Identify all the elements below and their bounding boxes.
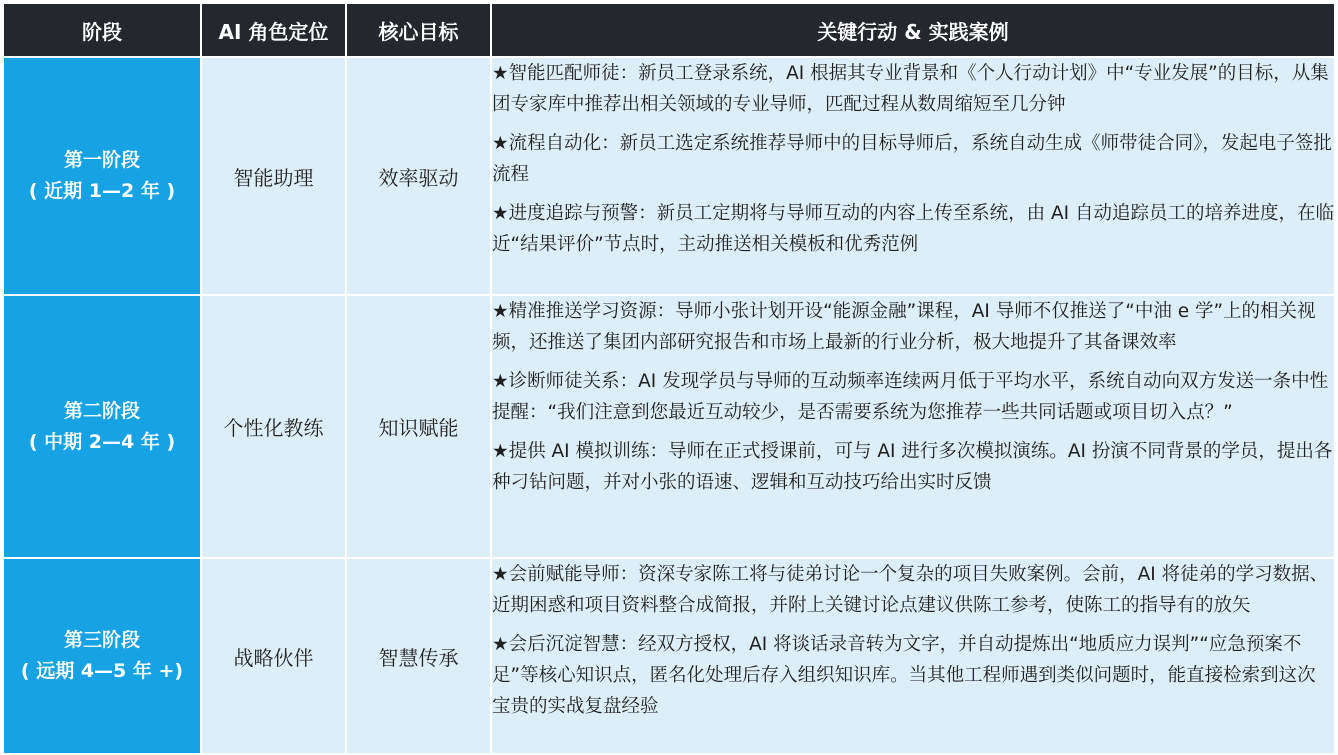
- actions-cell: [491, 57, 1335, 295]
- stage-period: ( 近期 1—2 年 ): [28, 180, 176, 202]
- actions-cell: [491, 295, 1335, 558]
- ai-role-cell: 个性化教练: [201, 295, 346, 558]
- header-row: [3, 3, 1335, 57]
- stage-cell: [3, 558, 201, 754]
- core-goal-cell: 效率驱动: [346, 57, 491, 295]
- table-row: [3, 57, 1335, 295]
- header-ai-role: AI 角色定位: [201, 3, 346, 57]
- table-row: [3, 295, 1335, 558]
- action-item: ★精准推送学习资源：导师小张计划开设“能源金融”课程，AI 导师不仅推送了“中油 e 学”上的相关视频，还推送了集团内部研究报告和市场上最新的行业分析，极大地提升了其备课效率: [492, 301, 1316, 353]
- action-item: ★智能匹配师徒：新员工登录系统，AI 根据其专业背景和《个人行动计划》中“专业发展”的目标，从集团专家库中推荐出相关领域的专业导师，匹配过程从数周缩短至几分钟: [492, 63, 1329, 115]
- action-item: ★流程自动化：新员工选定系统推荐导师中的目标导师后，系统自动生成《师带徒合同》，发起电子签批流程: [492, 133, 1332, 185]
- core-goal-cell: 智慧传承: [346, 558, 491, 754]
- table-row: [3, 558, 1335, 754]
- action-item: ★提供 AI 模拟训练：导师在正式授课前，可与 AI 进行多次模拟演练。AI 扮演不同背景的学员，提出各种刁钻问题，并对小张的语速、逻辑和互动技巧给出实时反馈: [492, 441, 1333, 493]
- core-goal-cell: 知识赋能: [346, 295, 491, 558]
- action-item: ★进度追踪与预警：新员工定期将与导师互动的内容上传至系统，由 AI 自动追踪员工的培养进度，在临近“结果评价”节点时，主动推送相关模板和优秀范例: [492, 203, 1334, 255]
- action-item: ★会后沉淀智慧：经双方授权，AI 将谈话录音转为文字，并自动提炼出“地质应力误判”“应急预案不足”等核心知识点，匿名化处理后存入组织知识库。当其他工程师遇到类似问题时，能直接检索到这次宝贵的实战复盘经验: [492, 634, 1316, 717]
- action-item: ★会前赋能导师：资深专家陈工将与徒弟讨论一个复杂的项目失败案例。会前，AI 将徒弟的学习数据、近期困惑和项目资料整合成简报，并附上关键讨论点建议供陈工参考，使陈工的指导有的放矢: [492, 564, 1329, 616]
- ai-role-cell: 智能助理: [201, 57, 346, 295]
- stage-title: 第二阶段: [63, 399, 140, 422]
- stage-period: ( 中期 2—4 年 ): [28, 430, 176, 453]
- ai-mentorship-roadmap-table: [2, 2, 1336, 755]
- stage-period: ( 远期 4—5 年 +): [20, 660, 184, 682]
- header-stage: 阶段: [3, 3, 201, 57]
- stage-cell: [3, 295, 201, 558]
- stage-title: 第三阶段: [63, 629, 140, 651]
- actions-cell: [491, 558, 1335, 754]
- header-core-goal: 核心目标: [346, 3, 491, 57]
- stage-cell: [3, 57, 201, 295]
- stage-title: 第一阶段: [63, 149, 140, 171]
- header-key-actions: 关键行动 & 实践案例: [491, 3, 1335, 57]
- ai-role-cell: 战略伙伴: [201, 558, 346, 754]
- action-item: ★诊断师徒关系：AI 发现学员与导师的互动频率连续两月低于平均水平，系统自动向双方发送一条中性提醒：“我们注意到您最近互动较少，是否需要系统为您推荐一些共同话题或项目切入点？”: [492, 371, 1329, 423]
